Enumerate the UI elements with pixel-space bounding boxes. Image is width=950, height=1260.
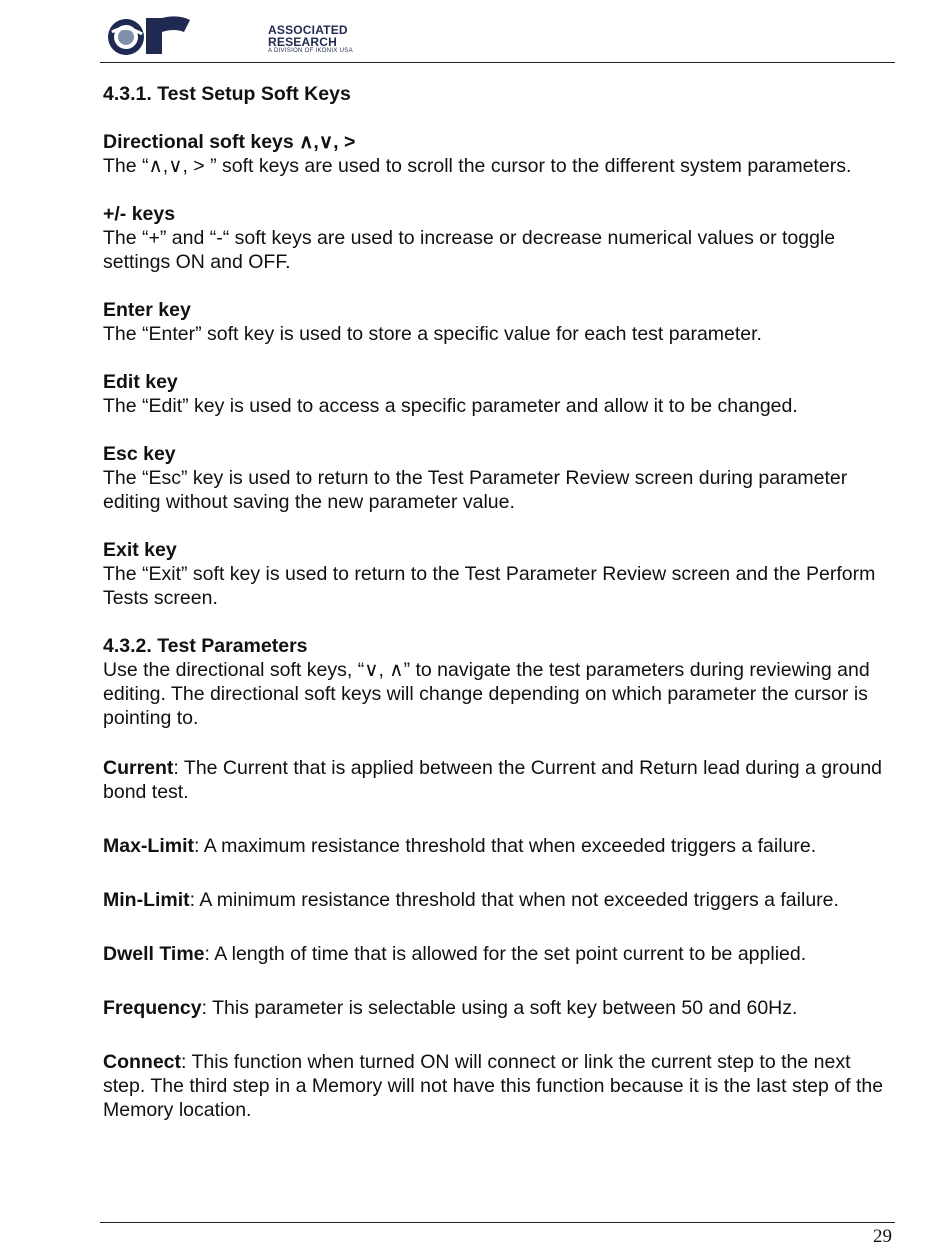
param-current-term: Current [103, 757, 174, 779]
exit-key-text: The “Exit” soft key is used to return to the Test Parameter Review screen and the Perform Tests screen. [103, 563, 876, 609]
page-number: 29 [873, 1226, 892, 1247]
esc-key-heading: Esc key [103, 443, 176, 465]
logo-subtitle: A DIVISION OF IKONIX USA [268, 48, 353, 54]
exit-key-heading: Exit key [103, 539, 177, 561]
logo-line-2: RESEARCH [268, 35, 337, 49]
param-min-limit [103, 888, 893, 912]
param-max-limit [103, 834, 893, 858]
enter-key-heading: Enter key [103, 299, 191, 321]
param-connect-term: Connect [103, 1051, 181, 1073]
logo-text [268, 24, 353, 55]
edit-key-text: The “Edit” key is used to access a specific parameter and allow it to be changed. [103, 395, 798, 417]
enter-key-text: The “Enter” soft key is used to store a specific value for each test parameter. [103, 323, 762, 345]
param-current [103, 756, 893, 804]
param-max-limit-desc: : A maximum resistance threshold that when exceeded triggers a failure. [194, 835, 817, 857]
header-rule [100, 62, 895, 63]
param-dwell-time-term: Dwell Time [103, 943, 205, 965]
section-4-3-2-text: Use the directional soft keys, “∨, ∧” to navigate the test parameters during reviewing and editing. The directional soft keys will change depending on which parameter the cursor is pointing to. [103, 659, 870, 729]
param-frequency-term: Frequency [103, 997, 202, 1019]
esc-key-text: The “Esc” key is used to return to the Test Parameter Review screen during parameter editing without saving the new parameter value. [103, 467, 848, 513]
edit-key-heading: Edit key [103, 371, 178, 393]
section-4-3-2-heading: 4.3.2. Test Parameters [103, 635, 308, 657]
param-dwell-time [103, 942, 893, 966]
page-body [103, 82, 893, 1122]
directional-keys-text: The “∧,∨, > ” soft keys are used to scroll the cursor to the different system parameters. [103, 155, 852, 177]
param-connect [103, 1050, 893, 1122]
param-min-limit-desc: : A minimum resistance threshold that when not exceeded triggers a failure. [189, 889, 839, 911]
plus-minus-keys-text: The “+” and “-“ soft keys are used to increase or decrease numerical values or toggle settings ON and OFF. [103, 227, 836, 273]
param-frequency [103, 996, 893, 1020]
param-current-desc: : The Current that is applied between the Current and Return lead during a ground bond test. [103, 757, 883, 803]
plus-minus-keys-heading: +/- keys [103, 203, 176, 225]
logo-line-1: ASSOCIATED [268, 23, 348, 37]
param-min-limit-term: Min-Limit [103, 889, 190, 911]
page-header [100, 10, 895, 63]
associated-research-logo [104, 10, 264, 62]
param-max-limit-term: Max-Limit [103, 835, 195, 857]
directional-keys-heading: Directional soft keys ∧,∨, > [103, 131, 356, 153]
footer-rule [100, 1222, 895, 1223]
param-frequency-desc: : This parameter is selectable using a soft key between 50 and 60Hz. [201, 997, 798, 1019]
param-dwell-time-desc: : A length of time that is allowed for the set point current to be applied. [204, 943, 807, 965]
section-4-3-1-heading: 4.3.1. Test Setup Soft Keys [103, 83, 351, 105]
param-connect-desc: : This function when turned ON will connect or link the current step to the next step. The third step in a Memory will not have this function because it is the last step of the Memory location. [103, 1051, 884, 1121]
